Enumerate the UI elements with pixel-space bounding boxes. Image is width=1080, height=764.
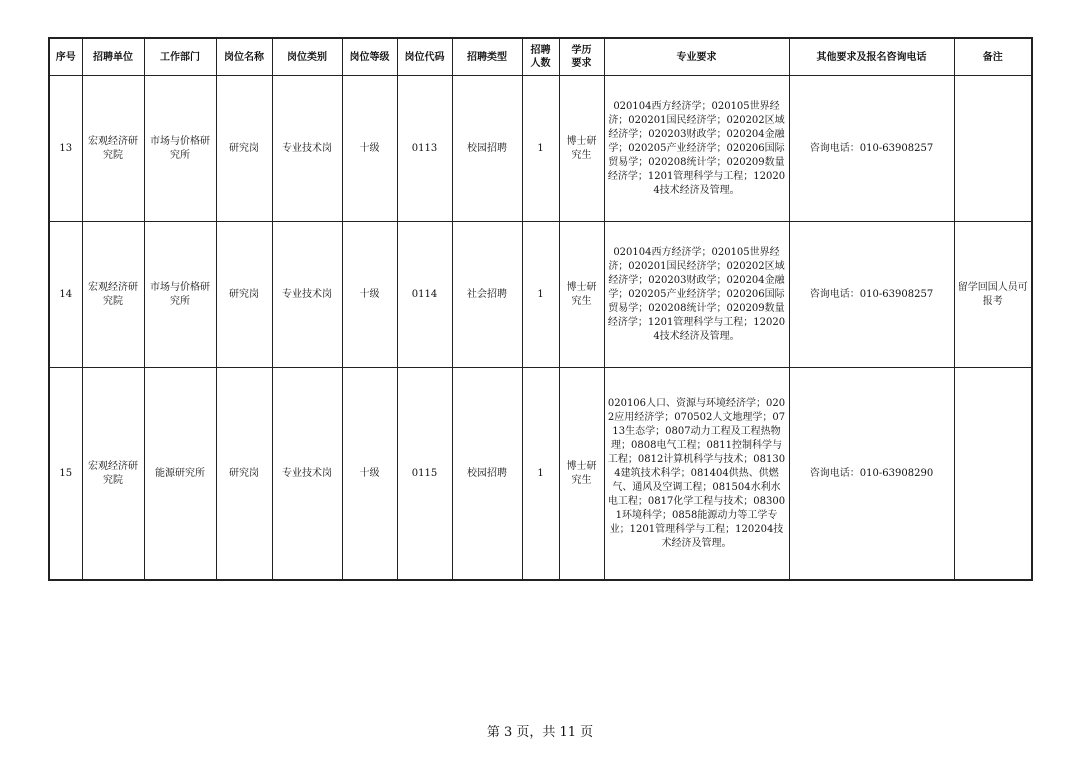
cell-type: 校园招聘 (452, 76, 522, 222)
cell-dept: 市场与价格研究所 (144, 222, 216, 368)
page-number: 第 3 页，共 11 页 (486, 725, 594, 740)
cell-remark: 留学回国人员可报考 (954, 222, 1032, 368)
cell-major: 020104西方经济学；020105世界经济；020201国民经济学；020202区域经济学；020203财政学；020204金融学；020205产业经济学；020206国际贸易学；020208统计学；020209数量经济学；1201管理科学与工程；120204技术经济及管理。 (604, 222, 789, 368)
cell-no: 13 (49, 76, 82, 222)
header-unit: 招聘单位 (82, 38, 144, 76)
cell-count: 1 (522, 368, 559, 581)
cell-position: 研究岗 (216, 368, 272, 581)
header-row (49, 38, 1032, 76)
cell-unit: 宏观经济研究院 (82, 76, 144, 222)
header-major: 专业要求 (604, 38, 789, 76)
header-count: 招聘 人数 (522, 38, 559, 76)
cell-other: 咨询电话：010-63908257 (789, 222, 954, 368)
table-row (49, 222, 1032, 368)
header-dept: 工作部门 (144, 38, 216, 76)
header-code: 岗位代码 (397, 38, 452, 76)
cell-position: 研究岗 (216, 76, 272, 222)
job-table (48, 37, 1033, 581)
cell-education: 博士研究生 (559, 222, 604, 368)
table-row (49, 76, 1032, 222)
header-remark: 备注 (954, 38, 1032, 76)
cell-other: 咨询电话：010-63908290 (789, 368, 954, 581)
header-level: 岗位等级 (342, 38, 397, 76)
cell-education: 博士研究生 (559, 368, 604, 581)
cell-dept: 能源研究所 (144, 368, 216, 581)
cell-type: 社会招聘 (452, 222, 522, 368)
cell-major: 020106人口、资源与环境经济学；0202应用经济学；070502人文地理学；0713生态学；0807动力工程及工程热物理；0808电气工程；0811控制科学与工程；0812计算机科学与技术；081304建筑技术科学；081404供热、供燃气、通风及空调工程；081504水利水电工程；0817化学工程与技术；083001环境科学；0858能源动力等工学专业；1201管理科学与工程；120204技术经济及管理。 (604, 368, 789, 581)
cell-remark (954, 76, 1032, 222)
header-education: 学历 要求 (559, 38, 604, 76)
cell-education: 博士研究生 (559, 76, 604, 222)
cell-other: 咨询电话：010-63908257 (789, 76, 954, 222)
header-type: 招聘类型 (452, 38, 522, 76)
cell-remark (954, 368, 1032, 581)
cell-code: 0115 (397, 368, 452, 581)
cell-unit: 宏观经济研究院 (82, 368, 144, 581)
cell-level: 十级 (342, 368, 397, 581)
header-category: 岗位类别 (272, 38, 342, 76)
cell-category: 专业技术岗 (272, 222, 342, 368)
cell-category: 专业技术岗 (272, 76, 342, 222)
cell-major: 020104西方经济学；020105世界经济；020201国民经济学；020202区域经济学；020203财政学；020204金融学；020205产业经济学；020206国际贸易学；020208统计学；020209数量经济学；1201管理科学与工程；120204技术经济及管理。 (604, 76, 789, 222)
cell-category: 专业技术岗 (272, 368, 342, 581)
header-other: 其他要求及报名咨询电话 (789, 38, 954, 76)
cell-no: 15 (49, 368, 82, 581)
cell-code: 0113 (397, 76, 452, 222)
cell-count: 1 (522, 76, 559, 222)
cell-unit: 宏观经济研究院 (82, 222, 144, 368)
cell-level: 十级 (342, 222, 397, 368)
cell-position: 研究岗 (216, 222, 272, 368)
table-row (49, 368, 1032, 581)
header-position: 岗位名称 (216, 38, 272, 76)
job-table-container (48, 37, 1033, 581)
header-no: 序号 (49, 38, 82, 76)
cell-level: 十级 (342, 76, 397, 222)
cell-dept: 市场与价格研究所 (144, 76, 216, 222)
cell-code: 0114 (397, 222, 452, 368)
cell-type: 校园招聘 (452, 368, 522, 581)
cell-count: 1 (522, 222, 559, 368)
cell-no: 14 (49, 222, 82, 368)
